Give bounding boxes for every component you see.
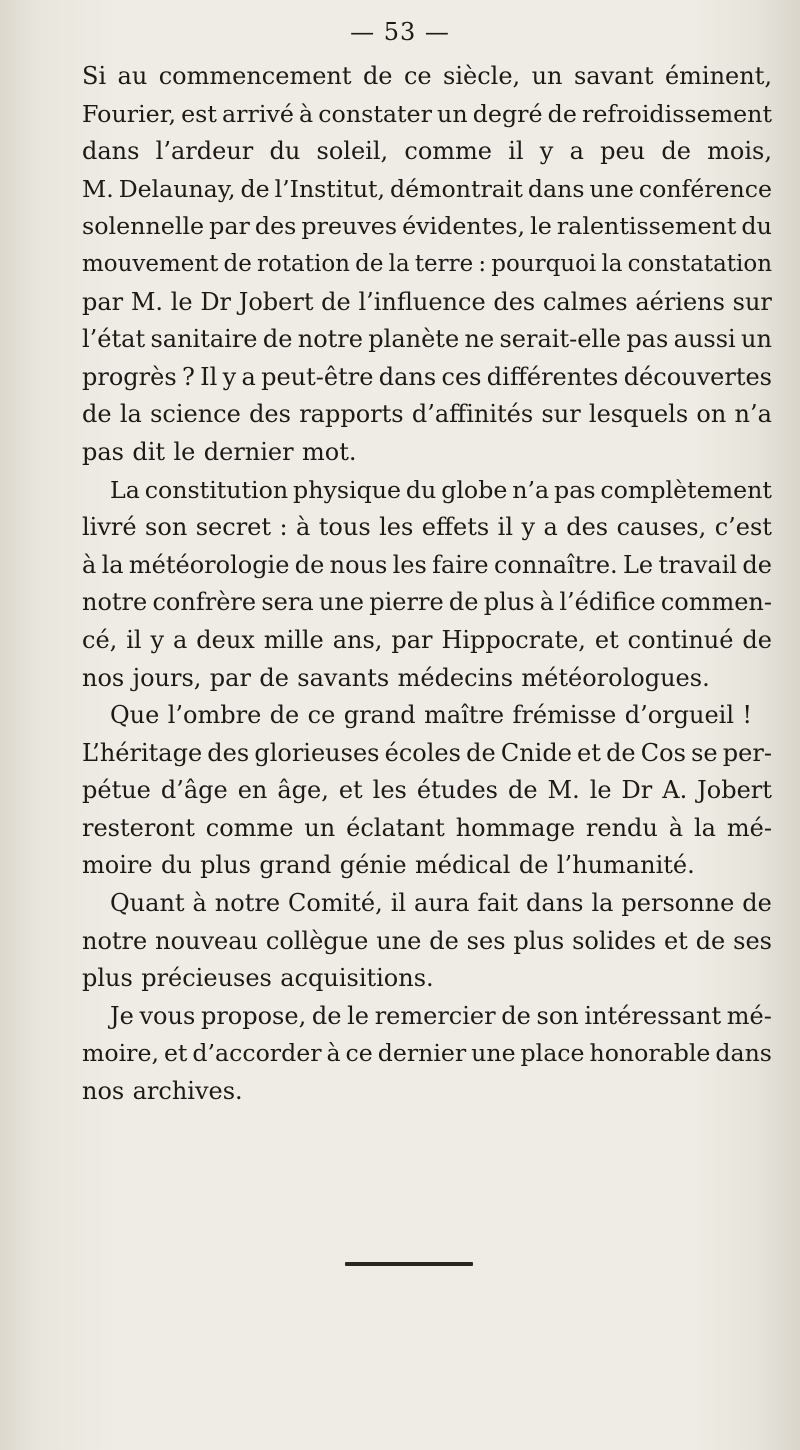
text-line: nos archives. <box>82 1077 243 1106</box>
text-line: nos jours, par de savants médecins météorologues. <box>82 663 710 692</box>
text-line: Que l’ombre de ce grand maître frémisse d’orgueil ! <box>110 701 753 730</box>
text-line: Quant à notre Comité, il aura fait dans la personne de <box>110 889 772 918</box>
text-line: progrès ? Il y a peut-être dans ces différentes découvertes <box>82 362 772 391</box>
text-line: resteront comme un éclatant hommage rendu à la mé- <box>82 813 772 842</box>
text-line: Si au commencement de ce siècle, un savant éminent, <box>82 62 772 90</box>
text-line: par M. le Dr Jobert de l’influence des calmes aériens sur <box>82 287 772 316</box>
text-line: mouvement de rotation de la terre : pourquoi la constatation <box>82 250 772 277</box>
text-line: notre confrère sera une pierre de plus à l’édifice commen- <box>82 588 772 617</box>
text-line: dans l’ardeur du soleil, comme il y a peu de mois, <box>82 137 772 166</box>
text-line: livré son secret : à tous les effets il y a des causes, c’est <box>82 513 772 542</box>
text-line: notre nouveau collègue une de ses plus solides et de ses <box>82 926 772 955</box>
body-text <box>82 58 772 1111</box>
text-line: Fourier, est arrivé à constater un degré de refroidissement <box>82 99 772 128</box>
text-line: M. Delaunay, de l’Institut, démontrait dans une conférence <box>82 174 772 203</box>
text-line: plus précieuses acquisitions. <box>82 964 434 993</box>
text-line: à la météorologie de nous les faire connaître. Le travail de <box>82 550 772 579</box>
text-line: pas dit le dernier mot. <box>82 437 357 466</box>
closing-rule <box>345 1262 473 1266</box>
text-line: moire, et d’accorder à ce dernier une place honorable dans <box>82 1039 772 1068</box>
text-line: L’héritage des glorieuses écoles de Cnide et de Cos se per- <box>82 738 772 767</box>
text-line: solennelle par des preuves évidentes, le ralentissement du <box>82 212 772 241</box>
text-line: cé, il y a deux mille ans, par Hippocrate, et continué de <box>82 625 772 654</box>
text-line: de la science des rapports d’affinités sur lesquels on n’a <box>82 400 772 429</box>
text-line: pétue d’âge en âge, et les études de M. le Dr A. Jobert <box>82 776 772 805</box>
text-line: l’état sanitaire de notre planète ne serait-elle pas aussi un <box>82 325 772 354</box>
text-line: La constitution physique du globe n’a pas complètement <box>110 475 772 504</box>
page-number: — 53 — <box>350 18 450 46</box>
text-line: moire du plus grand génie médical de l’humanité. <box>82 851 695 880</box>
text-line: Je vous propose, de le remercier de son intéressant mé- <box>110 1001 772 1030</box>
